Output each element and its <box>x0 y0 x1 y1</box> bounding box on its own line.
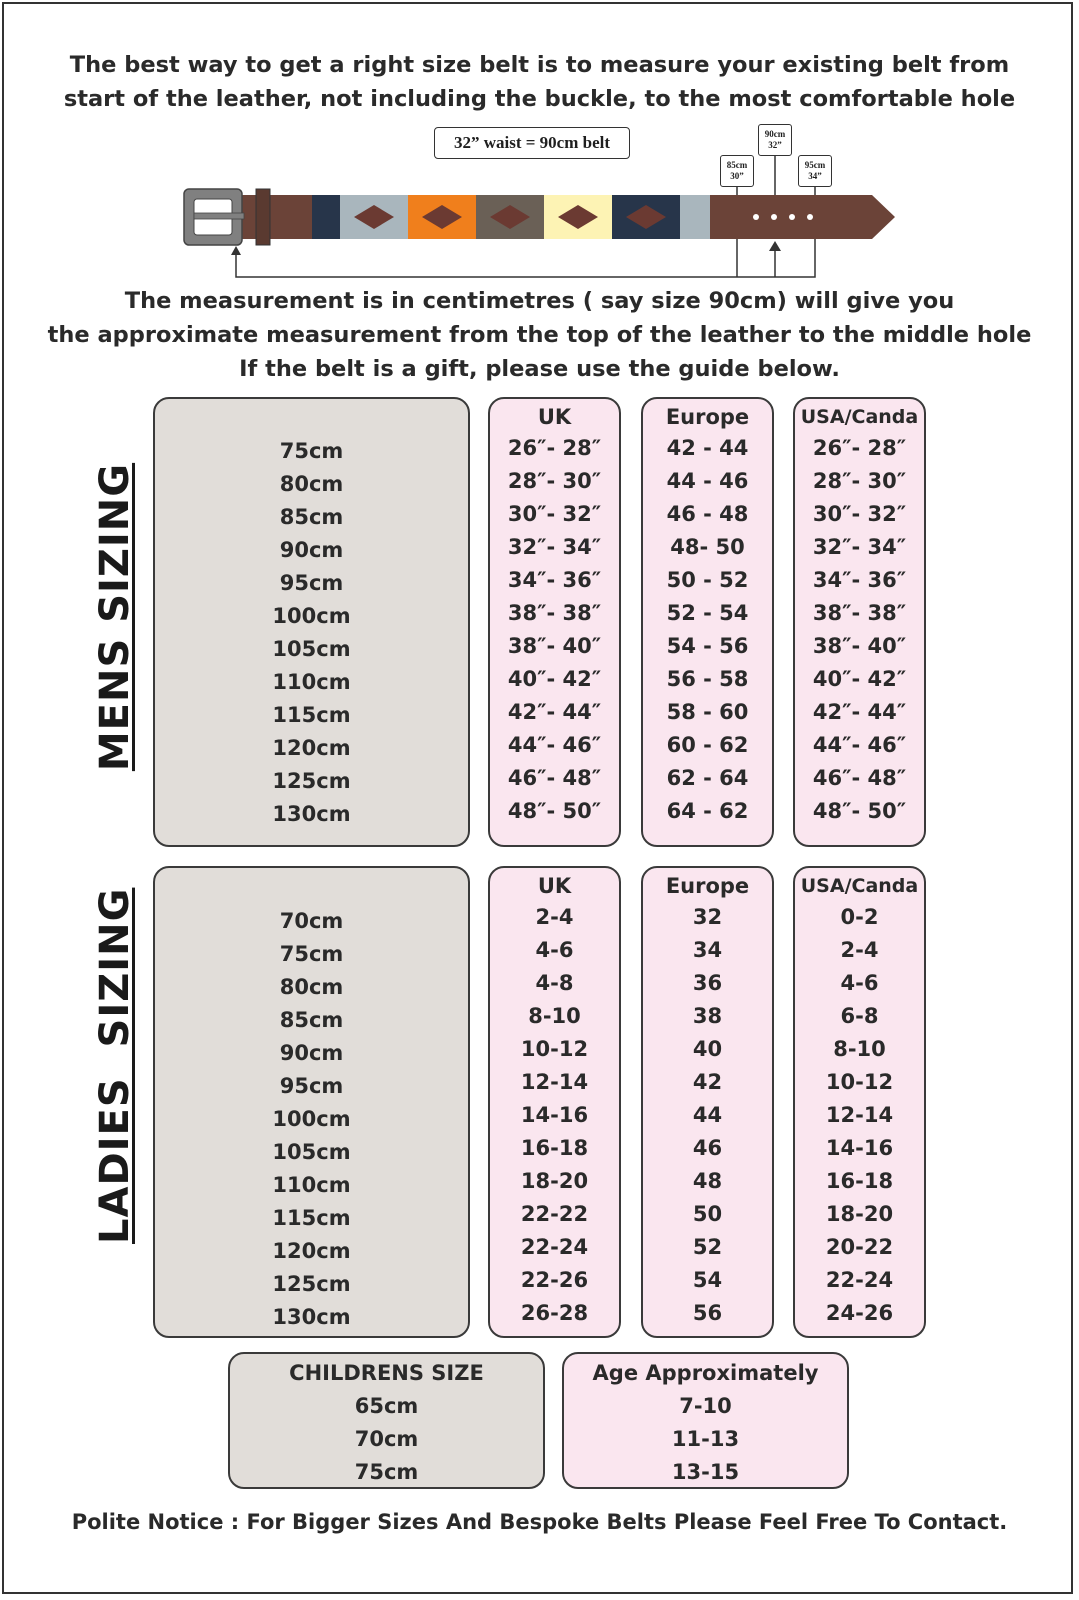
table-cell: 105cm <box>272 637 351 661</box>
table-cell: 48- 50 <box>670 535 745 559</box>
belt-diagram <box>0 115 1079 285</box>
mens-europe-column <box>643 432 772 828</box>
table-cell: 40″- 42″ <box>812 667 907 691</box>
table-cell: 50 - 52 <box>666 568 749 592</box>
ladies-size-column <box>155 905 468 1334</box>
table-cell: 40″- 42″ <box>507 667 602 691</box>
arrow-up-icon <box>769 241 781 251</box>
ladies-europe-column <box>643 901 772 1330</box>
arrow-up-icon <box>231 246 241 255</box>
table-cell: 80cm <box>279 472 344 496</box>
table-cell: 14-16 <box>520 1103 589 1127</box>
table-cell: 100cm <box>272 604 351 628</box>
table-cell: 34″- 36″ <box>812 568 907 592</box>
table-cell: 2-4 <box>840 938 879 962</box>
table-cell: 26-28 <box>520 1301 589 1325</box>
table-cell: 65cm <box>354 1394 419 1418</box>
children-size-column <box>230 1390 543 1489</box>
table-cell: 70cm <box>354 1427 419 1451</box>
table-cell: 10-12 <box>825 1070 894 1094</box>
table-cell: 38″- 38″ <box>812 601 907 625</box>
ladies-sizing-label: LADIES SIZING <box>92 887 138 1244</box>
ladies-europe-header: Europe <box>665 874 750 898</box>
table-cell: 120cm <box>272 1239 351 1263</box>
mens-europe-header: Europe <box>665 405 750 429</box>
table-cell: 22-26 <box>520 1268 589 1292</box>
explain-line-3: If the belt is a gift, please use the guide below. <box>239 356 840 382</box>
table-cell: 22-24 <box>520 1235 589 1259</box>
table-cell: 4-8 <box>535 971 574 995</box>
table-cell: 8-10 <box>528 1004 581 1028</box>
mens-sizing-label: MENS SIZING <box>92 462 138 772</box>
table-cell: 80cm <box>279 975 344 999</box>
table-cell: 90cm <box>279 538 344 562</box>
table-cell: 24-26 <box>825 1301 894 1325</box>
table-cell: 16-18 <box>825 1169 894 1193</box>
table-cell: 32″- 34″ <box>507 535 602 559</box>
table-cell: 54 <box>692 1268 723 1292</box>
table-cell: 4-6 <box>535 938 574 962</box>
table-cell: 6-8 <box>840 1004 879 1028</box>
table-cell: 48″- 50″ <box>507 799 602 823</box>
table-cell: 26″- 28″ <box>507 436 602 460</box>
table-cell: 46″- 48″ <box>507 766 602 790</box>
table-cell: 18-20 <box>520 1169 589 1193</box>
table-cell: 36 <box>692 971 723 995</box>
mens-uk-column <box>490 432 619 828</box>
table-cell: 11-13 <box>671 1427 740 1451</box>
tag-95-in: 34” <box>808 171 822 181</box>
table-cell: 56 - 58 <box>666 667 749 691</box>
table-cell: 40 <box>692 1037 723 1061</box>
table-cell: 85cm <box>279 1008 344 1032</box>
table-cell: 50 <box>692 1202 723 1226</box>
table-cell: 8-10 <box>833 1037 886 1061</box>
tag-85-cm: 85cm <box>726 160 748 170</box>
table-cell: 38″- 40″ <box>812 634 907 658</box>
table-cell: 120cm <box>272 736 351 760</box>
table-cell: 22-24 <box>825 1268 894 1292</box>
table-cell: 46 <box>692 1136 723 1160</box>
mens-uk-header: UK <box>537 405 572 429</box>
table-cell: 0-2 <box>840 905 879 929</box>
table-cell: 34″- 36″ <box>507 568 602 592</box>
stripe-navy-1 <box>312 195 340 239</box>
table-cell: 90cm <box>279 1041 344 1065</box>
ladies-usa-box <box>793 866 926 1338</box>
table-cell: 95cm <box>279 1074 344 1098</box>
table-cell: 10-12 <box>520 1037 589 1061</box>
table-cell: 42 - 44 <box>666 436 749 460</box>
table-cell: 48″- 50″ <box>812 799 907 823</box>
mens-usa-header: USA/Canda <box>800 406 919 428</box>
explain-line-1: The measurement is in centimetres ( say size 90cm) will give you <box>124 288 955 314</box>
table-cell: 14-16 <box>825 1136 894 1160</box>
table-cell: 20-22 <box>825 1235 894 1259</box>
table-cell: 28″- 30″ <box>812 469 907 493</box>
tag-90-cm: 90cm <box>764 129 786 139</box>
mens-uk-box <box>488 397 621 847</box>
belt-loop <box>256 189 270 245</box>
mens-size-column <box>155 435 468 831</box>
table-cell: 75cm <box>279 439 344 463</box>
explain-line-2: the approximate measurement from the top of the leather to the middle hole <box>47 322 1032 348</box>
intro-line-1: The best way to get a right size belt is to measure your existing belt from <box>69 52 1010 78</box>
table-cell: 62 - 64 <box>666 766 749 790</box>
table-cell: 12-14 <box>520 1070 589 1094</box>
table-cell: 46 - 48 <box>666 502 749 526</box>
table-cell: 75cm <box>279 942 344 966</box>
table-cell: 125cm <box>272 769 351 793</box>
mens-usa-box <box>793 397 926 847</box>
table-cell: 105cm <box>272 1140 351 1164</box>
table-cell: 42 <box>692 1070 723 1094</box>
mens-usa-column <box>795 432 924 828</box>
stripe-grey-2 <box>680 195 710 239</box>
table-cell: 130cm <box>272 1305 351 1329</box>
table-cell: 18-20 <box>825 1202 894 1226</box>
table-cell: 100cm <box>272 1107 351 1131</box>
buckle-icon <box>184 189 244 245</box>
table-cell: 44 <box>692 1103 723 1127</box>
table-cell: 115cm <box>272 703 351 727</box>
ladies-usa-header: USA/Canda <box>800 875 919 897</box>
intro-line-2: start of the leather, not including the buckle, to the most comfortable hole <box>63 86 1016 112</box>
table-cell: 44″- 46″ <box>812 733 907 757</box>
table-cell: 125cm <box>272 1272 351 1296</box>
table-cell: 115cm <box>272 1206 351 1230</box>
table-cell: 26″- 28″ <box>812 436 907 460</box>
table-cell: 60 - 62 <box>666 733 749 757</box>
table-cell: 54 - 56 <box>666 634 749 658</box>
tag-90-in: 32” <box>768 140 782 150</box>
table-cell: 52 <box>692 1235 723 1259</box>
tag-95-cm: 95cm <box>804 160 826 170</box>
table-cell: 4-6 <box>840 971 879 995</box>
ladies-uk-box <box>488 866 621 1338</box>
ladies-europe-box <box>641 866 774 1338</box>
leather-end <box>710 195 895 239</box>
leather-start <box>240 195 312 239</box>
children-size-box <box>228 1352 545 1489</box>
table-cell: 110cm <box>272 670 351 694</box>
table-cell: 64 - 62 <box>666 799 749 823</box>
table-cell: 38″- 38″ <box>507 601 602 625</box>
children-age-header: Age Approximately <box>592 1361 819 1385</box>
table-cell: 58 - 60 <box>666 700 749 724</box>
table-cell: 22-22 <box>520 1202 589 1226</box>
table-cell: 42″- 44″ <box>507 700 602 724</box>
table-cell: 32″- 34″ <box>812 535 907 559</box>
table-cell: 44″- 46″ <box>507 733 602 757</box>
ladies-size-box <box>153 866 470 1338</box>
children-age-column <box>564 1390 847 1489</box>
table-cell: 7-10 <box>679 1394 732 1418</box>
belt-strap <box>240 189 895 245</box>
table-cell: 95cm <box>279 571 344 595</box>
tag-85cm <box>720 155 754 187</box>
tag-85-in: 30” <box>730 171 744 181</box>
table-cell: 56 <box>692 1301 723 1325</box>
table-cell: 44 - 46 <box>666 469 749 493</box>
table-cell: 75cm <box>354 1460 419 1484</box>
ladies-usa-column <box>795 901 924 1330</box>
mens-europe-box <box>641 397 774 847</box>
table-cell: 12-14 <box>825 1103 894 1127</box>
table-cell: 85cm <box>279 505 344 529</box>
table-cell: 48 <box>692 1169 723 1193</box>
table-cell: 70cm <box>279 909 344 933</box>
table-cell: 28″- 30″ <box>507 469 602 493</box>
table-cell: 13-15 <box>671 1460 740 1484</box>
tag-90cm <box>758 124 792 156</box>
tag-95cm <box>798 155 832 187</box>
table-cell: 2-4 <box>535 905 574 929</box>
table-cell: 32 <box>692 905 723 929</box>
table-cell: 16-18 <box>520 1136 589 1160</box>
mens-size-box <box>153 397 470 847</box>
children-size-header: CHILDRENS SIZE <box>289 1361 484 1385</box>
table-cell: 30″- 32″ <box>507 502 602 526</box>
ladies-uk-column <box>490 901 619 1330</box>
polite-notice: Polite Notice : For Bigger Sizes And Bespoke Belts Please Feel Free To Contact. <box>71 1510 1008 1534</box>
table-cell: 38 <box>692 1004 723 1028</box>
table-cell: 34 <box>692 938 723 962</box>
table-cell: 30″- 32″ <box>812 502 907 526</box>
ladies-uk-header: UK <box>537 874 572 898</box>
table-cell: 52 - 54 <box>666 601 749 625</box>
children-age-box <box>562 1352 849 1489</box>
table-cell: 38″- 40″ <box>507 634 602 658</box>
table-cell: 42″- 44″ <box>812 700 907 724</box>
table-cell: 110cm <box>272 1173 351 1197</box>
table-cell: 130cm <box>272 802 351 826</box>
table-cell: 46″- 48″ <box>812 766 907 790</box>
waist-caption: 32” waist = 90cm belt <box>434 127 630 159</box>
